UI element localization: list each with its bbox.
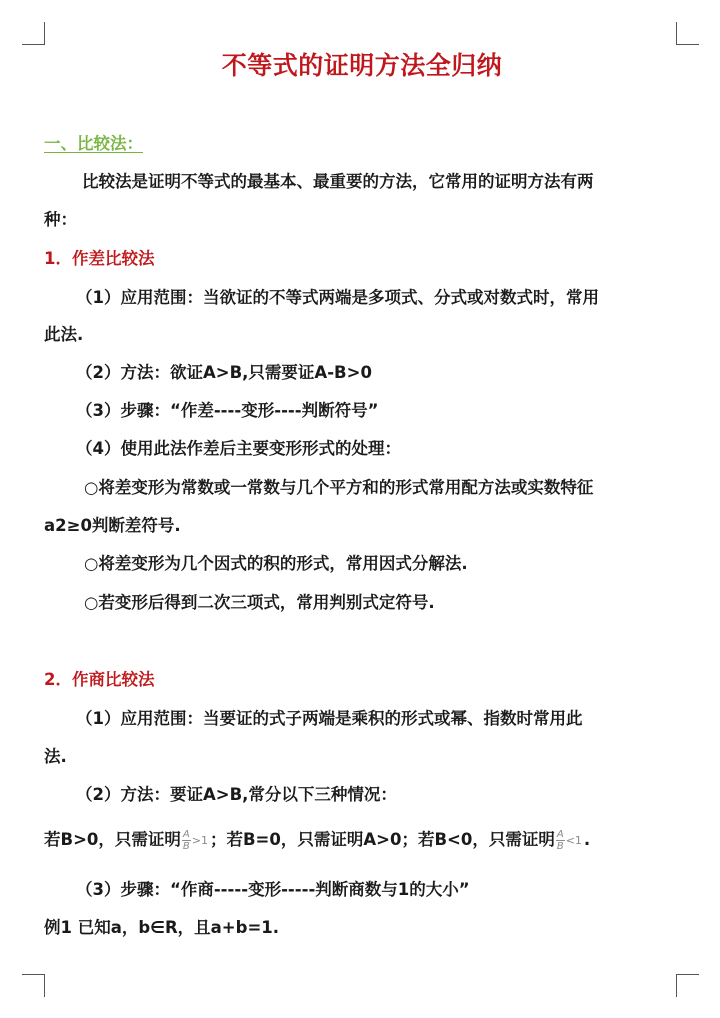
bullet-factorization: ○将差变形为几个因式的积的形式，常用因式分解法. xyxy=(84,554,468,573)
case-end-period: . xyxy=(583,830,591,849)
difference-scope-line-2: 此法. xyxy=(44,325,84,344)
intro-line-2: 种： xyxy=(44,210,77,229)
subsection-heading-quotient: 2．作商比较法 xyxy=(44,670,155,689)
quotient-cases xyxy=(44,826,680,852)
bullet-square-sum-line-1: ○将差变形为常数或一常数与几个平方和的形式常用配方法或实数特征 xyxy=(84,478,594,497)
fraction-a-over-b xyxy=(182,829,191,852)
difference-transform-handling: （4）使用此法作差后主要变形形式的处理： xyxy=(76,439,401,458)
intro-line-1: 比较法是证明不等式的最基本、最重要的方法，它常用的证明方法有两 xyxy=(82,172,594,191)
quotient-scope-line-1: （1）应用范围：当要证的式子两端是乘积的形式或幂、指数时常用此 xyxy=(76,709,583,728)
corner-mark-bottom-right xyxy=(676,974,699,997)
bullet-discriminant: ○若变形后得到二次三项式，常用判别式定符号. xyxy=(84,593,435,612)
corner-mark-top-left xyxy=(22,22,45,45)
example-1: 例1 已知a，b∈R，且a+b=1. xyxy=(44,918,280,937)
corner-mark-bottom-left xyxy=(22,974,45,997)
fraction-denominator: B xyxy=(182,841,190,852)
fraction-a-over-b-2 xyxy=(556,829,565,852)
case-b-zero-and-negative: ；若B=0，只需证明A>0；若B<0，只需证明 xyxy=(209,830,555,849)
difference-method: （2）方法：欲证A>B,只需要证A-B>0 xyxy=(76,363,372,382)
quotient-steps: （3）步骤：“作商-----变形-----判断商数与1的大小” xyxy=(76,880,470,899)
document-title: 不等式的证明方法全归纳 xyxy=(221,51,503,80)
quotient-scope-line-2: 法. xyxy=(44,747,67,766)
difference-scope-line-1: （1）应用范围：当欲证的不等式两端是多项式、分式或对数式时，常用 xyxy=(76,288,599,307)
section-heading-comparison: 一、比较法： xyxy=(44,134,143,153)
fraction-denominator-2: B xyxy=(556,841,564,852)
case-b-positive: 若B>0，只需证明 xyxy=(44,830,181,849)
greater-than-one: >1 xyxy=(191,834,208,847)
fraction-numerator: A xyxy=(182,829,190,840)
bullet-square-sum-line-2: a2≥0判断差符号. xyxy=(44,516,181,535)
less-than-one: <1 xyxy=(565,834,582,847)
corner-mark-top-right xyxy=(676,22,699,45)
difference-steps: （3）步骤：“作差----变形----判断符号” xyxy=(76,401,379,420)
quotient-method: （2）方法：要证A>B,常分以下三种情况： xyxy=(76,785,397,804)
subsection-heading-difference: 1．作差比较法 xyxy=(44,249,155,268)
fraction-numerator-2: A xyxy=(556,829,564,840)
